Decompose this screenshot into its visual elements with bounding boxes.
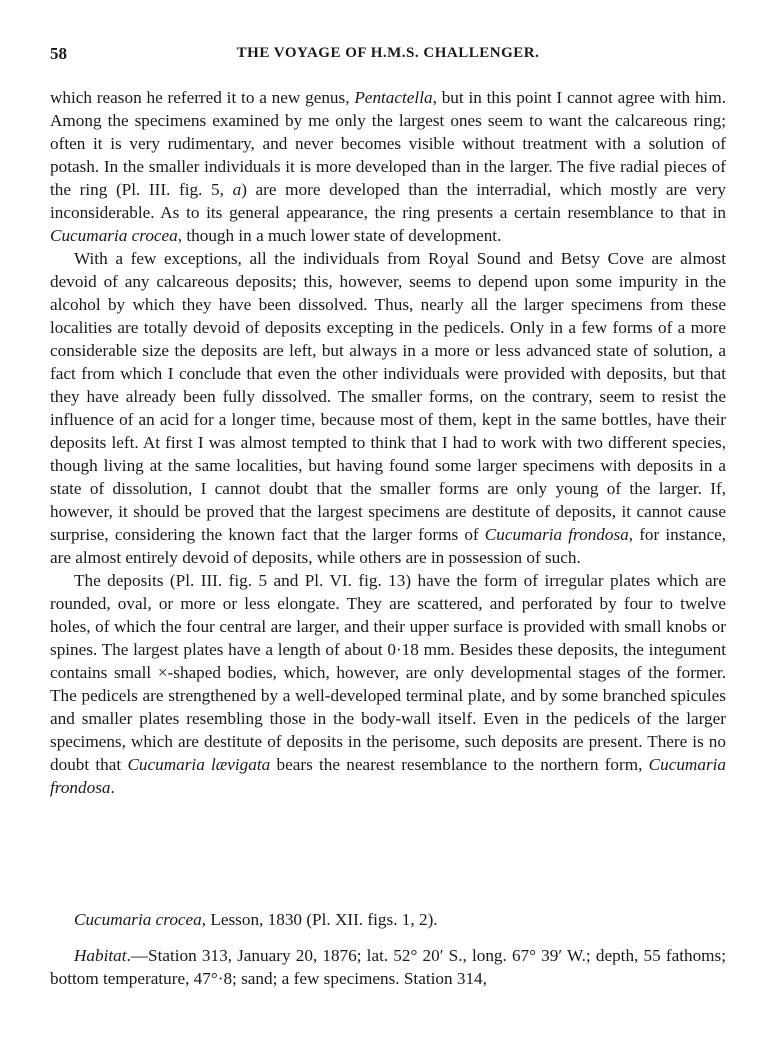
species-authority: , Lesson, 1830 (Pl. XII. figs. 1, 2). <box>201 910 438 929</box>
text-run: ) are more developed than the interradial, which mostly are very inconsiderable. As to its general appearance, the ring presents a certain resemblance to that in <box>50 180 726 222</box>
text-run: . <box>110 778 115 797</box>
italic-run: Cucumaria crocea <box>50 226 178 245</box>
running-head <box>50 44 726 68</box>
page-number: 58 <box>50 44 67 63</box>
text-run: which reason he referred it to a new genus, <box>50 88 355 107</box>
habitat-text: .—Station 313, January 20, 1876; lat. 52° 20′ S., long. 67° 39′ W.; depth, 55 fathoms; bottom temperature, 47°·8; sand; a few specimens. Station 314, <box>50 946 726 988</box>
italic-run: Cucumaria frondosa <box>484 525 629 544</box>
paragraph <box>50 247 726 569</box>
italic-run: a <box>232 180 242 199</box>
text-run: , for instance, are almost entirely devoid of deposits, while others are in possession of such. <box>50 525 726 567</box>
habitat-label: Habitat <box>74 946 127 965</box>
running-title: THE VOYAGE OF H.M.S. CHALLENGER. <box>236 45 540 61</box>
text-run: bears the nearest resemblance to the northern form, <box>270 755 649 774</box>
species-name: Cucumaria crocea <box>74 910 202 929</box>
italic-run: Pentactella <box>354 88 433 107</box>
text-run: With a few exceptions, all the individuals from Royal Sound and Betsy Cove are almost devoid of any calcareous deposits; this, however, seems to depend upon some impurity in the alcohol by which they have been dissolved. Thus, nearly all the larger specimens from these localities are totally devoid of deposits excepting in the pedicels. Only in a few forms of a more considerable size the deposits are left, but always in a more or less advanced state of solution, a fact from which I conclude that even the other individuals were provided with deposits, but that they have already been fully dissolved. The smaller forms, on the contrary, seem to resist the influence of an acid for a longer time, because most of them, kept in the same bottles, have their deposits left. At first I was almost tempted to think that I had to work with two different species, though living at the same localities, but having found some larger specimens with deposits in a state of dissolution, I cannot doubt that the smaller forms are only young of the larger. If, however, it should be proved that the largest specimens are destitute of deposits, it cannot cause surprise, considering the known fact that the larger forms of <box>50 249 726 544</box>
text-run: The deposits (Pl. III. fig. 5 and Pl. VI. fig. 13) have the form of irregular plates which are rounded, oval, or more or less elongate. They are scattered, and perforated by four to twelve holes, of which the four central are larger, and their upper surface is provided with small knobs or spines. The largest plates have a length of about 0·18 mm. Besides these deposits, the integument contains small ×-shaped bodies, which, however, are only developmental stages of the former. The pedicels are strengthened by a well-developed terminal plate, and by some branched spicules and smaller plates resembling those in the body-wall itself. Even in the pedicels of the larger specimens, which are destitute of deposits in the perisome, such deposits are present. There is no doubt that <box>50 571 726 774</box>
body-text <box>50 86 726 799</box>
paragraph <box>50 569 726 799</box>
italic-run: Cucumaria lævigata <box>127 755 271 774</box>
page <box>50 0 726 1050</box>
text-run: , but in this point I cannot agree with him. Among the specimens examined by me only the largest ones seem to want the calcareous ring; often it is very rudimentary, and never becomes visible without treatment with a solution of potash. In the smaller individuals it is more developed than in the larger. The five radial pieces of the ring (Pl. III. fig. 5, <box>50 88 726 199</box>
paragraph <box>50 86 726 247</box>
habitat-paragraph <box>50 944 726 990</box>
species-heading <box>74 908 726 931</box>
italic-run: Cucumaria frondosa <box>50 755 726 797</box>
text-run: , though in a much lower state of development. <box>177 226 502 245</box>
